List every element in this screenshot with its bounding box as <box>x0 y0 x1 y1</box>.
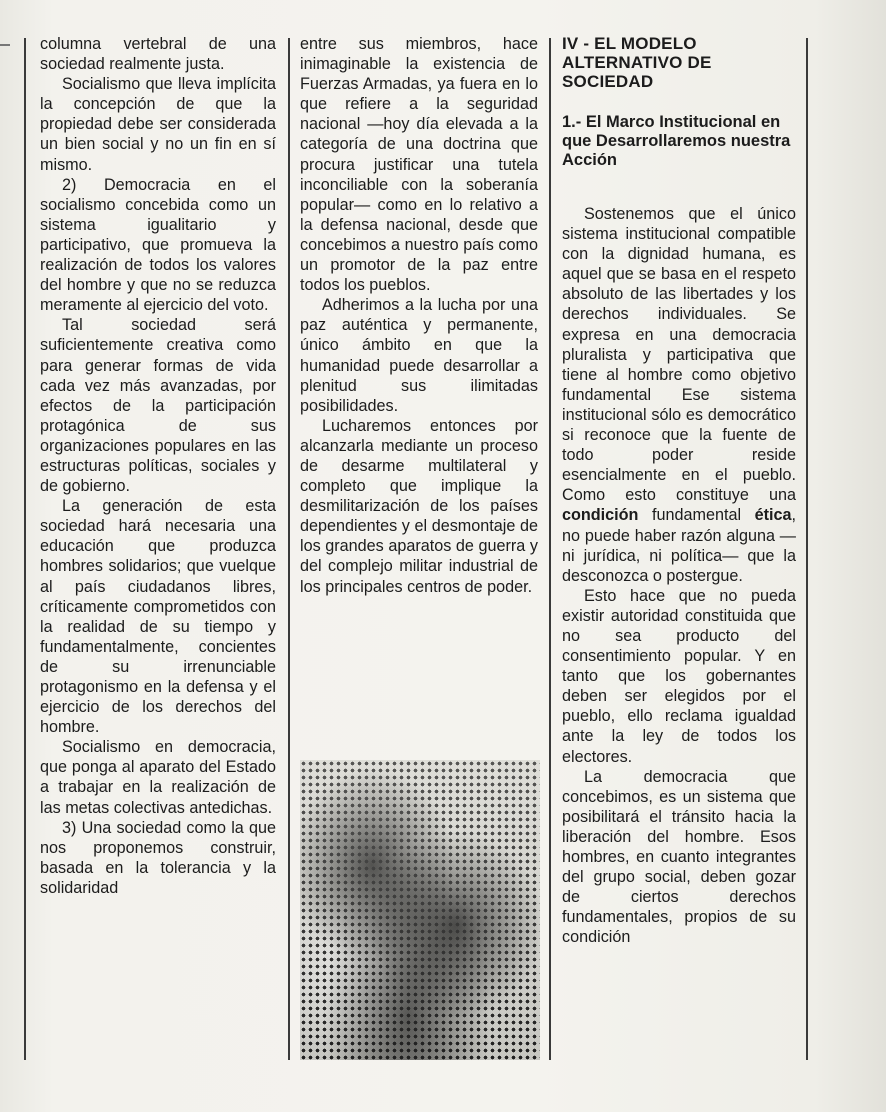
paragraph: La democracia que concebimos, es un sistema que posibilitará el tránsito hacia la liberación del hombre. Esos hombres, en cuanto integrantes del grupo social, deben gozar de ciertos derechos fundamentales, propios de su condición <box>562 767 796 947</box>
halftone-photo <box>300 760 540 1060</box>
paragraph-text: , no puede haber razón alguna —ni jurídica, ni política— que la desconozca o postergue. <box>562 506 796 585</box>
paragraph: Socialismo en democracia, que ponga al aparato del Estado a trabajar en la realización de las metas colectivas antedichas. <box>40 738 276 817</box>
paragraph: 3) Una sociedad como la que nos proponemos construir, basada en la tolerancia y la solidaridad <box>40 818 276 897</box>
emphasis-etica: ética <box>754 506 792 525</box>
paragraph: Socialismo que lleva implícita la concepción de que la propiedad debe ser considerada un bien social y no un fin en sí mismo. <box>40 75 276 174</box>
paragraph: 2) Democracia en el socialismo concebida como un sistema igualitario y participativo, que promueva la realización de todos los valores del hombre y que no se reduzca meramente al ejercicio del voto. <box>40 175 276 315</box>
section-title: IV - EL MODELO ALTERNATIVO DE SOCIEDAD <box>562 34 712 91</box>
margin-mark <box>0 44 10 46</box>
column-2 <box>300 34 538 597</box>
column-rule-right <box>806 38 808 1060</box>
column-rule-left <box>24 38 26 1060</box>
paragraph: La generación de esta sociedad hará necesaria una educación que produzca hombres solidarios; que vuelque al país ciudadanos libres, críticamente comprometidos con la realidad de su tiempo y fundamentalmente, concientes de su irrenunciable protagonismo en la defensa y el ejercicio de los derechos del hombre. <box>40 497 276 737</box>
emphasis-condicion: condición <box>562 506 639 525</box>
paragraph <box>562 204 796 586</box>
column-rule-1 <box>288 38 290 1060</box>
column-1 <box>40 34 276 898</box>
paragraph: Tal sociedad será suficientemente creativa como para generar formas de vida cada vez más avanzadas, por efectos de la participación protagónica de sus organizaciones populares en las estructuras políticas, sociales y de gobierno. <box>40 316 276 496</box>
paragraph-text: fundamental <box>638 506 755 525</box>
paragraph: entre sus miembros, hace inimaginable la existencia de Fuerzas Armadas, ya fuera en lo que refiere a la seguridad nacional —hoy día elevada a la categoría de una doctrina que procura justificar una tutela inconciliable con la soberanía popular— como en lo relativo a la defensa nacional, desde que concebimos a nuestro país como un promotor de la paz entre todos los pueblos. <box>300 35 538 295</box>
photo-shade <box>300 760 540 1060</box>
paragraph: Lucharemos entonces por alcanzarla mediante un proceso de desarme multilateral y completo que implique la desmilitarización de los países dependientes y el desmontaje de los grandes aparatos de guerra y del complejo militar industrial de los principales centros de poder. <box>300 416 538 596</box>
column-rule-2 <box>549 38 551 1060</box>
column-3 <box>562 34 796 947</box>
paragraph: Esto hace que no pueda existir autoridad constituida que no sea producto del consentimiento popular. Y en tanto que los gobernantes deben ser elegidos por el pueblo, ello reclama igualdad ante la ley de todos los electores. <box>562 586 796 766</box>
subsection-title: 1.- El Marco Institucional en que Desarrollaremos nuestra Acción <box>562 113 791 169</box>
paragraph: columna vertebral de una sociedad realmente justa. <box>40 35 276 74</box>
column-3-body <box>562 204 796 947</box>
paragraph-text: Sostenemos que el único sistema institucional compatible con la dignidad humana, es aquel que se basa en el respeto absoluto de las libertades y los derechos individuales. Se expresa en una democracia pluralista y participativa que tiene al hombre como objetivo fundamental Ese sistema institucional sólo es democrático si reconoce que la fuente de todo poder reside esencialmente en el pueblo. Como esto constituye una <box>562 205 796 505</box>
paragraph: Adherimos a la lucha por una paz auténtica y permanente, único ámbito en que la humanidad puede desarrollar a plenitud sus ilimitadas posibilidades. <box>300 296 538 415</box>
